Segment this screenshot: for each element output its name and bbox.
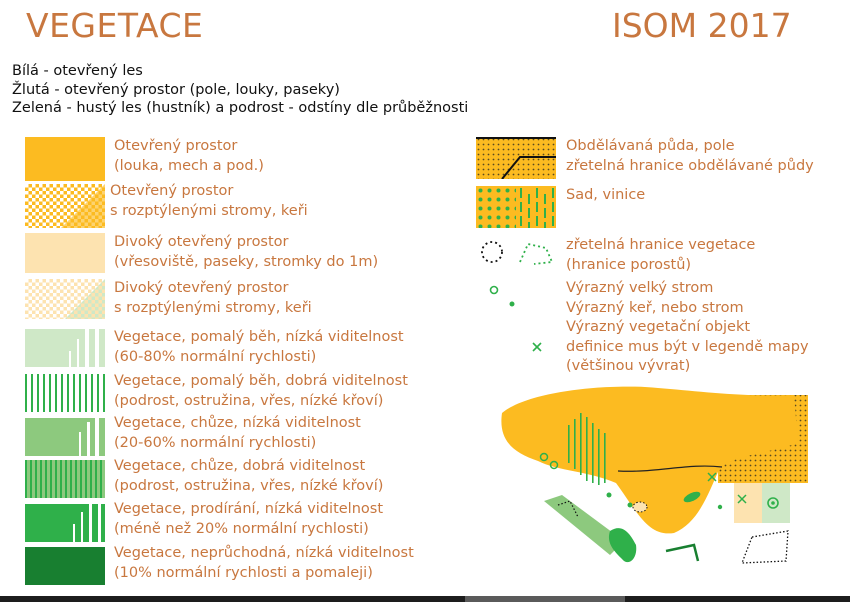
- swatch-vegetation-walk-low-vis: [25, 418, 105, 456]
- legend-line: Vegetace, pomalý běh, nízká viditelnost: [114, 329, 404, 345]
- intro-line-yellow: Žlutá - otevřený prostor (pole, louky, paseky): [12, 81, 340, 98]
- legend-line: (louka, mech a pod.): [114, 157, 264, 174]
- legend-line: Otevřený prostor: [114, 138, 238, 154]
- legend-item-orchard: [566, 186, 645, 206]
- legend-line: Vegetace, chůze, dobrá viditelnost: [114, 458, 366, 474]
- swatch-open-land-scattered-trees: [25, 184, 105, 228]
- legend-line: Sad, vinice: [566, 187, 646, 203]
- legend-item-vegetation-boundary: [566, 236, 755, 275]
- swatch-point-features: [484, 282, 544, 358]
- swatch-vegetation-walk-good-vis: [25, 460, 105, 498]
- legend-line: Vegetace, pomalý běh, dobrá viditelnost: [114, 373, 408, 389]
- large-tree-icon: [491, 287, 498, 294]
- intro-line-green: Zelená - hustý les (hustník) a podrost - odstíny dle průběžnosti: [12, 100, 469, 116]
- legend-line: Obdělávaná půda, pole: [566, 138, 735, 154]
- swatch-vegetation-slow-low-vis: [25, 329, 105, 367]
- legend-item-walk-low-vis: [114, 414, 361, 453]
- swatch-open-land: [25, 137, 105, 181]
- legend-item-impassable: [114, 544, 414, 583]
- swatch-orchard-vineyard: [476, 186, 556, 228]
- legend-item-rough-open-land: [114, 233, 378, 272]
- legend-line: (hranice porostů): [566, 256, 692, 273]
- legend-item-cultivated-land: [566, 137, 814, 176]
- legend-line: (podrost, ostružina, vřes, nízké křoví): [114, 392, 384, 409]
- legend-line: zřetelná hranice obdělávané půdy: [566, 157, 814, 174]
- legend-line: Divoký otevřený prostor: [114, 280, 289, 296]
- swatch-vegetation-fight: [25, 504, 105, 542]
- legend-line: Výrazný velký strom: [566, 280, 714, 296]
- legend-line: Výrazný vegetační objekt: [566, 319, 751, 335]
- legend-line: Vegetace, neprůchodná, nízká viditelnost: [114, 545, 414, 561]
- legend-line: Výrazný keř, nebo strom: [566, 299, 744, 316]
- page-title: VEGETACE: [26, 6, 204, 45]
- standard-title: ISOM 2017: [612, 6, 792, 45]
- sample-map-illustration: [498, 383, 812, 588]
- legend-item-fight: [114, 500, 383, 539]
- swatch-vegetation-slow-good-vis: [25, 374, 105, 412]
- legend-line: Vegetace, prodírání, nízká viditelnost: [114, 501, 384, 517]
- swatch-vegetation-impassable: [25, 547, 105, 585]
- legend-line: (20-60% normální rychlosti): [114, 434, 317, 451]
- legend-item-slow-good-vis: [114, 372, 408, 411]
- vegetation-feature-icon: [533, 343, 541, 351]
- legend-line: (méně než 20% normální rychlosti): [114, 520, 369, 537]
- legend-line: (60-80% normální rychlosti): [114, 348, 317, 365]
- legend-line: zřetelná hranice vegetace: [566, 237, 756, 253]
- legend-line: s rozptýlenými stromy, keři: [114, 299, 312, 316]
- legend-line: (většinou vývrat): [566, 358, 691, 374]
- legend-line: (10% normální rychlosti a pomaleji): [114, 564, 373, 581]
- legend-line: Otevřený prostor: [110, 183, 234, 199]
- legend-item-slow-low-vis: [114, 328, 404, 367]
- swatch-cultivated-land: [476, 137, 556, 179]
- legend-line: Vegetace, chůze, nízká viditelnost: [114, 415, 361, 431]
- legend-item-open-land: [114, 137, 264, 176]
- swatch-vegetation-boundary: [478, 238, 556, 268]
- bush-icon: [510, 302, 515, 307]
- swatch-rough-open-land: [25, 233, 105, 273]
- intro-line-white: Bílá - otevřený les: [12, 63, 143, 79]
- swatch-rough-open-scattered: [25, 279, 105, 319]
- scrollbar-thumb[interactable]: [465, 596, 625, 602]
- legend-line: (vřesoviště, paseky, stromky do 1m): [114, 253, 379, 270]
- bottom-scrollbar[interactable]: [0, 596, 850, 602]
- legend-line: (podrost, ostružina, vřes, nízké křoví): [114, 477, 384, 494]
- legend-item-point-features: [566, 279, 809, 377]
- legend-item-walk-good-vis: [114, 457, 383, 496]
- legend-line: Divoký otevřený prostor: [114, 234, 289, 250]
- legend-line: s rozptýlenými stromy, keři: [110, 202, 308, 219]
- legend-item-open-land-scattered: [110, 182, 308, 221]
- legend-line: definice mus být v legendě mapy: [566, 338, 809, 355]
- intro-text: [12, 62, 468, 118]
- legend-item-rough-open-scattered: [114, 279, 312, 318]
